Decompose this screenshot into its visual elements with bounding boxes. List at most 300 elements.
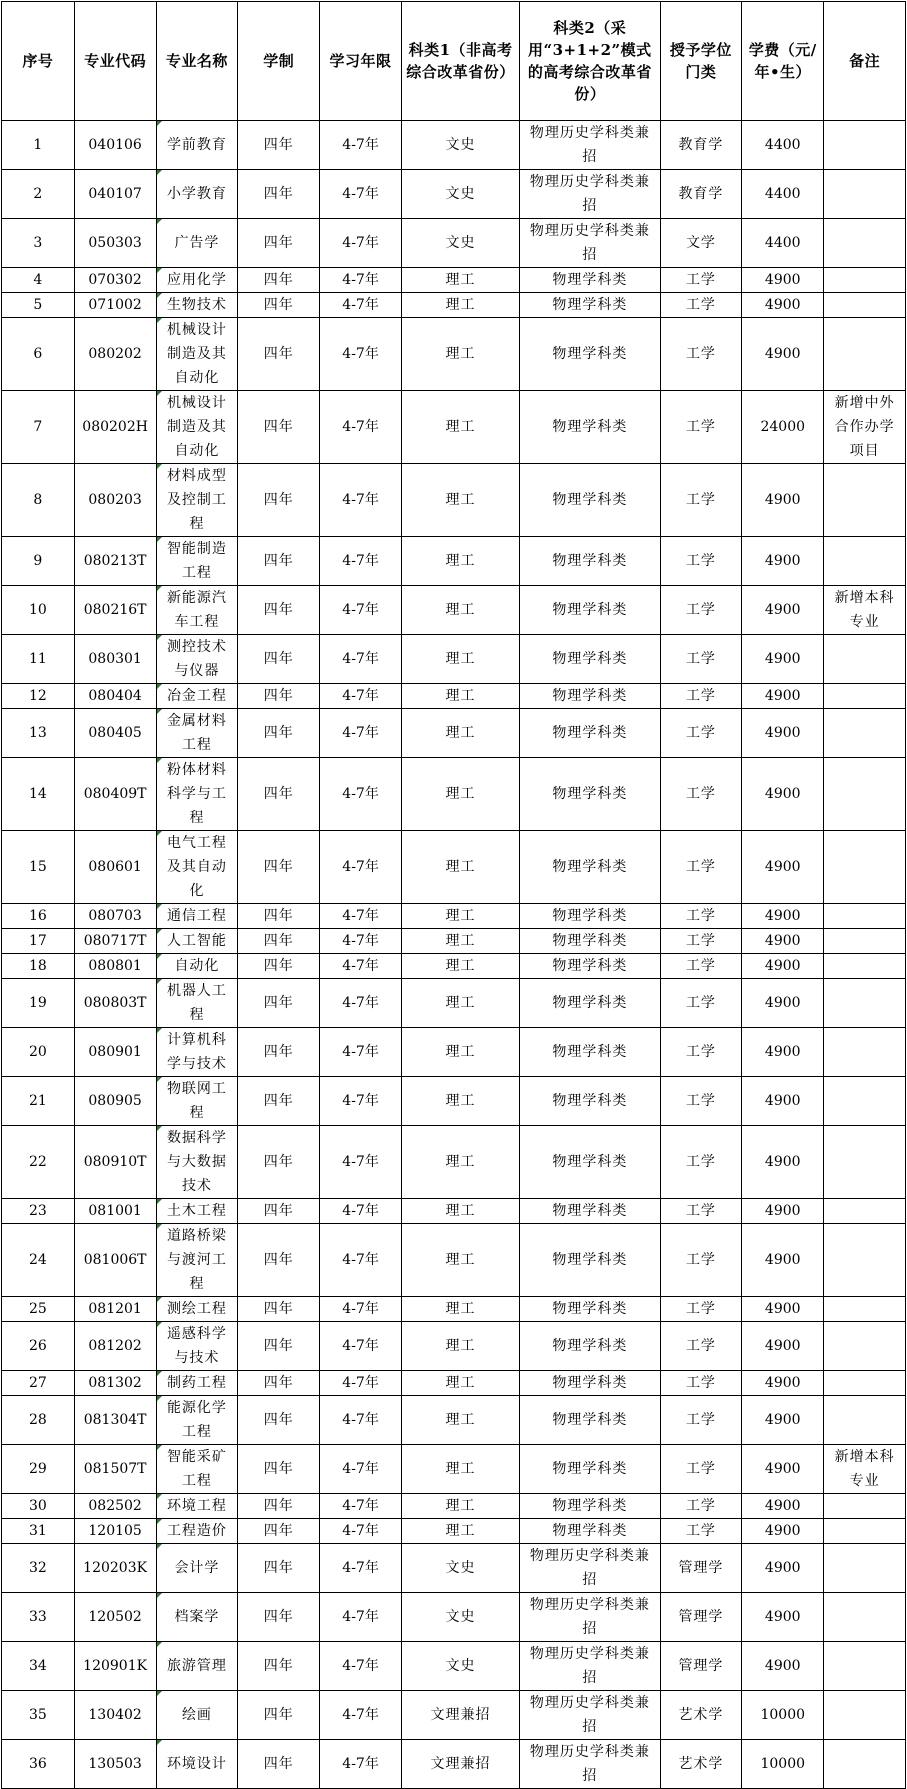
cell-no: 26 [2, 1322, 75, 1371]
cell-name: 通信工程 [156, 904, 238, 929]
cell-system: 四年 [238, 1494, 320, 1519]
cell-category-2: 物理学科类 [520, 904, 660, 929]
cell-degree: 文学 [660, 219, 742, 268]
cell-name: 数据科学与大数据技术 [156, 1126, 238, 1199]
cell-fee: 4900 [742, 1199, 824, 1224]
cell-degree: 工学 [660, 904, 742, 929]
header-no: 序号 [2, 2, 75, 121]
cell-note [824, 268, 906, 293]
cell-category-2: 物理学科类 [520, 684, 660, 709]
cell-category-1: 理工 [401, 684, 519, 709]
cell-years: 4-7年 [320, 1199, 402, 1224]
cell-category-2: 物理学科类 [520, 758, 660, 831]
table-row [2, 1322, 906, 1371]
cell-category-1: 理工 [401, 831, 519, 904]
cell-system: 四年 [238, 1396, 320, 1445]
table-row [2, 1519, 906, 1544]
table-row [2, 268, 906, 293]
cell-note: 新增中外合作办学项目 [824, 391, 906, 464]
header-name: 专业名称 [156, 2, 238, 121]
cell-code: 081302 [74, 1371, 156, 1396]
cell-name: 档案学 [156, 1593, 238, 1642]
cell-code: 080703 [74, 904, 156, 929]
cell-years: 4-7年 [320, 1445, 402, 1494]
table-row [2, 1593, 906, 1642]
cell-system: 四年 [238, 1544, 320, 1593]
cell-fee: 4900 [742, 1519, 824, 1544]
cell-years: 4-7年 [320, 1494, 402, 1519]
cell-note [824, 1322, 906, 1371]
cell-category-2: 物理学科类 [520, 929, 660, 954]
cell-fee: 4900 [742, 709, 824, 758]
cell-code: 080202H [74, 391, 156, 464]
cell-degree: 工学 [660, 1445, 742, 1494]
cell-system: 四年 [238, 537, 320, 586]
cell-system: 四年 [238, 1593, 320, 1642]
cell-fee: 10000 [742, 1691, 824, 1740]
cell-code: 040106 [74, 121, 156, 170]
cell-fee: 4900 [742, 1028, 824, 1077]
cell-code: 081304T [74, 1396, 156, 1445]
cell-code: 040107 [74, 170, 156, 219]
cell-category-2: 物理学科类 [520, 1028, 660, 1077]
cell-years: 4-7年 [320, 1126, 402, 1199]
table-row [2, 1642, 906, 1691]
table-row [2, 121, 906, 170]
cell-note [824, 1642, 906, 1691]
cell-fee: 4900 [742, 318, 824, 391]
cell-degree: 工学 [660, 1199, 742, 1224]
table-row [2, 1691, 906, 1740]
cell-degree: 工学 [660, 709, 742, 758]
cell-no: 16 [2, 904, 75, 929]
cell-category-1: 文理兼招 [401, 1691, 519, 1740]
cell-degree: 工学 [660, 1126, 742, 1199]
cell-system: 四年 [238, 318, 320, 391]
cell-degree: 工学 [660, 268, 742, 293]
cell-name: 土木工程 [156, 1199, 238, 1224]
cell-category-2: 物理学科类 [520, 635, 660, 684]
cell-degree: 工学 [660, 537, 742, 586]
table-row [2, 979, 906, 1028]
cell-category-1: 文史 [401, 1642, 519, 1691]
cell-fee: 4900 [742, 1642, 824, 1691]
cell-no: 8 [2, 464, 75, 537]
cell-years: 4-7年 [320, 684, 402, 709]
cell-no: 17 [2, 929, 75, 954]
cell-fee: 4900 [742, 464, 824, 537]
cell-fee: 24000 [742, 391, 824, 464]
cell-degree: 工学 [660, 1494, 742, 1519]
cell-note [824, 979, 906, 1028]
cell-years: 4-7年 [320, 929, 402, 954]
cell-system: 四年 [238, 1642, 320, 1691]
table-row [2, 635, 906, 684]
table-row [2, 1740, 906, 1789]
cell-fee: 4900 [742, 758, 824, 831]
cell-code: 080202 [74, 318, 156, 391]
cell-name: 生物技术 [156, 293, 238, 318]
cell-note [824, 170, 906, 219]
cell-degree: 工学 [660, 464, 742, 537]
cell-fee: 4900 [742, 268, 824, 293]
table-row [2, 318, 906, 391]
cell-name: 遥感科学与技术 [156, 1322, 238, 1371]
table-row [2, 904, 906, 929]
cell-degree: 工学 [660, 1224, 742, 1297]
table-row [2, 929, 906, 954]
cell-system: 四年 [238, 1028, 320, 1077]
cell-code: 120502 [74, 1593, 156, 1642]
cell-name: 小学教育 [156, 170, 238, 219]
cell-note [824, 1297, 906, 1322]
cell-system: 四年 [238, 709, 320, 758]
cell-no: 34 [2, 1642, 75, 1691]
cell-system: 四年 [238, 1371, 320, 1396]
cell-category-2: 物理学科类 [520, 1371, 660, 1396]
cell-category-2: 物理学科类 [520, 979, 660, 1028]
cell-name: 金属材料工程 [156, 709, 238, 758]
table-row [2, 219, 906, 268]
cell-system: 四年 [238, 219, 320, 268]
cell-fee: 4900 [742, 1544, 824, 1593]
cell-category-2: 物理历史学科类兼招 [520, 121, 660, 170]
cell-name: 材料成型及控制工程 [156, 464, 238, 537]
cell-category-2: 物理学科类 [520, 1199, 660, 1224]
cell-category-2: 物理学科类 [520, 1322, 660, 1371]
cell-degree: 工学 [660, 1297, 742, 1322]
cell-category-2: 物理学科类 [520, 268, 660, 293]
cell-category-2: 物理历史学科类兼招 [520, 1593, 660, 1642]
cell-code: 080801 [74, 954, 156, 979]
cell-no: 29 [2, 1445, 75, 1494]
cell-system: 四年 [238, 1740, 320, 1789]
table-row [2, 293, 906, 318]
cell-code: 081006T [74, 1224, 156, 1297]
cell-code: 081001 [74, 1199, 156, 1224]
cell-category-1: 理工 [401, 1077, 519, 1126]
cell-name: 粉体材料科学与工程 [156, 758, 238, 831]
cell-name: 物联网工程 [156, 1077, 238, 1126]
cell-fee: 4900 [742, 1322, 824, 1371]
cell-note [824, 1593, 906, 1642]
cell-code: 050303 [74, 219, 156, 268]
cell-category-1: 理工 [401, 635, 519, 684]
cell-code: 080601 [74, 831, 156, 904]
cell-fee: 4900 [742, 954, 824, 979]
cell-system: 四年 [238, 586, 320, 635]
cell-fee: 4900 [742, 1224, 824, 1297]
header-note: 备注 [824, 2, 906, 121]
cell-years: 4-7年 [320, 1691, 402, 1740]
cell-category-1: 理工 [401, 1445, 519, 1494]
cell-degree: 工学 [660, 318, 742, 391]
cell-name: 会计学 [156, 1544, 238, 1593]
cell-system: 四年 [238, 979, 320, 1028]
header-category-1: 科类1（非高考综合改革省份） [401, 2, 519, 121]
cell-category-1: 理工 [401, 1126, 519, 1199]
cell-fee: 4900 [742, 929, 824, 954]
table-row [2, 1494, 906, 1519]
cell-fee: 10000 [742, 1740, 824, 1789]
cell-fee: 4400 [742, 219, 824, 268]
cell-no: 6 [2, 318, 75, 391]
cell-note [824, 1126, 906, 1199]
cell-years: 4-7年 [320, 268, 402, 293]
cell-note [824, 219, 906, 268]
cell-name: 机械设计制造及其自动化 [156, 391, 238, 464]
cell-note [824, 537, 906, 586]
cell-no: 36 [2, 1740, 75, 1789]
cell-years: 4-7年 [320, 1297, 402, 1322]
cell-note [824, 1224, 906, 1297]
cell-category-1: 理工 [401, 1297, 519, 1322]
cell-years: 4-7年 [320, 170, 402, 219]
cell-category-1: 理工 [401, 1396, 519, 1445]
cell-system: 四年 [238, 1224, 320, 1297]
cell-degree: 工学 [660, 635, 742, 684]
cell-note: 新增本科专业 [824, 1445, 906, 1494]
cell-name: 学前教育 [156, 121, 238, 170]
table-row [2, 831, 906, 904]
cell-code: 071002 [74, 293, 156, 318]
cell-name: 计算机科学与技术 [156, 1028, 238, 1077]
cell-category-2: 物理历史学科类兼招 [520, 219, 660, 268]
cell-system: 四年 [238, 1691, 320, 1740]
cell-code: 081202 [74, 1322, 156, 1371]
cell-category-1: 理工 [401, 318, 519, 391]
cell-name: 环境设计 [156, 1740, 238, 1789]
cell-degree: 艺术学 [660, 1691, 742, 1740]
cell-fee: 4900 [742, 1593, 824, 1642]
cell-code: 080409T [74, 758, 156, 831]
cell-system: 四年 [238, 1322, 320, 1371]
cell-category-1: 理工 [401, 1519, 519, 1544]
cell-name: 人工智能 [156, 929, 238, 954]
cell-code: 070302 [74, 268, 156, 293]
cell-category-1: 理工 [401, 709, 519, 758]
cell-note [824, 1691, 906, 1740]
cell-name: 应用化学 [156, 268, 238, 293]
cell-code: 120105 [74, 1519, 156, 1544]
cell-note [824, 1544, 906, 1593]
cell-category-2: 物理历史学科类兼招 [520, 1691, 660, 1740]
cell-category-2: 物理学科类 [520, 1077, 660, 1126]
cell-degree: 工学 [660, 831, 742, 904]
cell-no: 1 [2, 121, 75, 170]
cell-category-1: 理工 [401, 904, 519, 929]
cell-code: 080213T [74, 537, 156, 586]
cell-no: 5 [2, 293, 75, 318]
cell-degree: 工学 [660, 684, 742, 709]
cell-fee: 4900 [742, 537, 824, 586]
cell-category-1: 理工 [401, 586, 519, 635]
cell-note [824, 904, 906, 929]
cell-fee: 4900 [742, 1494, 824, 1519]
cell-category-2: 物理历史学科类兼招 [520, 1544, 660, 1593]
cell-no: 31 [2, 1519, 75, 1544]
cell-fee: 4900 [742, 635, 824, 684]
table-row [2, 1224, 906, 1297]
cell-note [824, 1077, 906, 1126]
cell-category-2: 物理学科类 [520, 586, 660, 635]
cell-name: 绘画 [156, 1691, 238, 1740]
cell-name: 道路桥梁与渡河工程 [156, 1224, 238, 1297]
cell-name: 智能采矿工程 [156, 1445, 238, 1494]
cell-category-2: 物理学科类 [520, 1494, 660, 1519]
cell-no: 24 [2, 1224, 75, 1297]
cell-years: 4-7年 [320, 979, 402, 1028]
cell-no: 15 [2, 831, 75, 904]
cell-category-2: 物理学科类 [520, 1297, 660, 1322]
cell-note [824, 954, 906, 979]
cell-degree: 艺术学 [660, 1740, 742, 1789]
table-row [2, 684, 906, 709]
table-row [2, 1396, 906, 1445]
cell-category-1: 理工 [401, 537, 519, 586]
table-row [2, 1371, 906, 1396]
header-row [2, 2, 906, 121]
cell-years: 4-7年 [320, 1642, 402, 1691]
cell-category-2: 物理学科类 [520, 954, 660, 979]
table-row [2, 954, 906, 979]
cell-note [824, 121, 906, 170]
cell-name: 电气工程及其自动化 [156, 831, 238, 904]
cell-note [824, 758, 906, 831]
table-row [2, 1199, 906, 1224]
cell-degree: 管理学 [660, 1593, 742, 1642]
cell-no: 13 [2, 709, 75, 758]
cell-degree: 工学 [660, 1028, 742, 1077]
cell-system: 四年 [238, 831, 320, 904]
cell-no: 10 [2, 586, 75, 635]
cell-name: 智能制造工程 [156, 537, 238, 586]
cell-note [824, 1740, 906, 1789]
cell-no: 18 [2, 954, 75, 979]
cell-years: 4-7年 [320, 219, 402, 268]
cell-system: 四年 [238, 954, 320, 979]
cell-category-2: 物理历史学科类兼招 [520, 1740, 660, 1789]
cell-code: 082502 [74, 1494, 156, 1519]
cell-fee: 4900 [742, 904, 824, 929]
cell-fee: 4900 [742, 1445, 824, 1494]
header-category-2: 科类2（采用“3+1+2”模式的高考综合改革省份） [520, 2, 660, 121]
cell-years: 4-7年 [320, 831, 402, 904]
cell-name: 自动化 [156, 954, 238, 979]
cell-years: 4-7年 [320, 1519, 402, 1544]
cell-no: 3 [2, 219, 75, 268]
cell-years: 4-7年 [320, 1593, 402, 1642]
cell-category-2: 物理学科类 [520, 464, 660, 537]
cell-category-1: 理工 [401, 954, 519, 979]
cell-note [824, 1396, 906, 1445]
cell-no: 21 [2, 1077, 75, 1126]
cell-category-1: 理工 [401, 1224, 519, 1297]
cell-years: 4-7年 [320, 758, 402, 831]
cell-category-1: 理工 [401, 464, 519, 537]
cell-degree: 工学 [660, 1371, 742, 1396]
cell-fee: 4900 [742, 831, 824, 904]
cell-no: 9 [2, 537, 75, 586]
cell-system: 四年 [238, 391, 320, 464]
cell-category-1: 理工 [401, 929, 519, 954]
cell-code: 081201 [74, 1297, 156, 1322]
cell-note [824, 635, 906, 684]
cell-degree: 工学 [660, 293, 742, 318]
cell-name: 环境工程 [156, 1494, 238, 1519]
cell-system: 四年 [238, 293, 320, 318]
cell-note [824, 831, 906, 904]
cell-degree: 工学 [660, 1322, 742, 1371]
cell-no: 11 [2, 635, 75, 684]
cell-years: 4-7年 [320, 1396, 402, 1445]
cell-category-2: 物理学科类 [520, 1126, 660, 1199]
cell-no: 35 [2, 1691, 75, 1740]
cell-system: 四年 [238, 464, 320, 537]
cell-note [824, 1199, 906, 1224]
table-row [2, 391, 906, 464]
header-system: 学制 [238, 2, 320, 121]
cell-system: 四年 [238, 904, 320, 929]
cell-category-2: 物理历史学科类兼招 [520, 170, 660, 219]
table-row [2, 1297, 906, 1322]
cell-name: 制药工程 [156, 1371, 238, 1396]
cell-fee: 4900 [742, 1077, 824, 1126]
cell-category-1: 理工 [401, 1494, 519, 1519]
cell-fee: 4900 [742, 1371, 824, 1396]
cell-years: 4-7年 [320, 904, 402, 929]
cell-category-1: 理工 [401, 391, 519, 464]
cell-system: 四年 [238, 684, 320, 709]
cell-category-2: 物理学科类 [520, 1396, 660, 1445]
cell-name: 测控技术与仪器 [156, 635, 238, 684]
cell-no: 30 [2, 1494, 75, 1519]
cell-fee: 4900 [742, 1396, 824, 1445]
cell-no: 27 [2, 1371, 75, 1396]
cell-category-1: 理工 [401, 1028, 519, 1077]
cell-no: 25 [2, 1297, 75, 1322]
cell-note [824, 464, 906, 537]
cell-category-1: 理工 [401, 293, 519, 318]
cell-note [824, 318, 906, 391]
cell-category-1: 文史 [401, 121, 519, 170]
header-code: 专业代码 [74, 2, 156, 121]
cell-name: 冶金工程 [156, 684, 238, 709]
cell-no: 20 [2, 1028, 75, 1077]
cell-system: 四年 [238, 1199, 320, 1224]
cell-fee: 4900 [742, 684, 824, 709]
majors-table [1, 1, 906, 1789]
cell-fee: 4900 [742, 293, 824, 318]
cell-code: 080203 [74, 464, 156, 537]
cell-category-2: 物理学科类 [520, 831, 660, 904]
cell-no: 32 [2, 1544, 75, 1593]
cell-years: 4-7年 [320, 709, 402, 758]
cell-code: 130503 [74, 1740, 156, 1789]
table-row [2, 758, 906, 831]
cell-category-1: 理工 [401, 268, 519, 293]
cell-system: 四年 [238, 1445, 320, 1494]
cell-degree: 工学 [660, 758, 742, 831]
table-row [2, 170, 906, 219]
cell-category-1: 理工 [401, 758, 519, 831]
cell-note [824, 684, 906, 709]
cell-category-1: 文史 [401, 1593, 519, 1642]
cell-no: 12 [2, 684, 75, 709]
table-row [2, 709, 906, 758]
cell-note: 新增本科专业 [824, 586, 906, 635]
cell-no: 33 [2, 1593, 75, 1642]
